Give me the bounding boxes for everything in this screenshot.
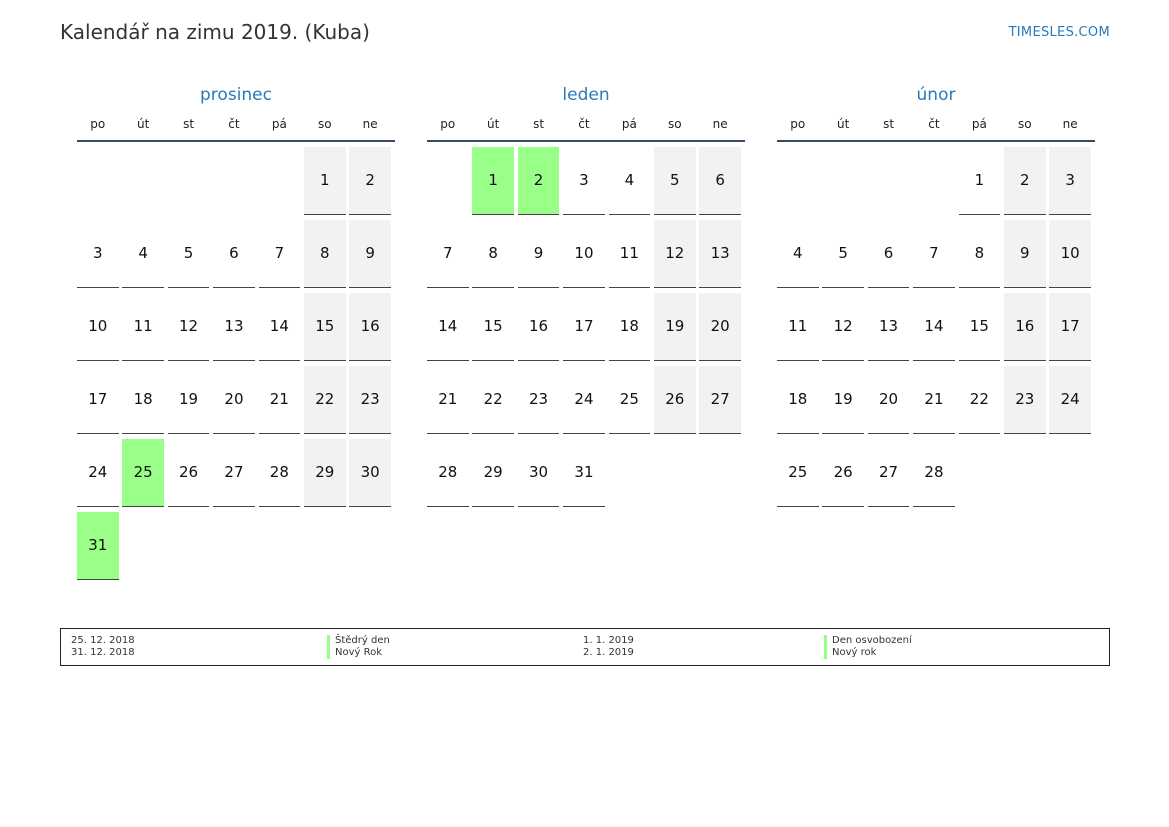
day-cell: 17 xyxy=(77,366,119,434)
day-cell: 19 xyxy=(822,366,864,434)
day-cell: 2 xyxy=(349,147,391,215)
holiday-day-cell: 2 xyxy=(518,147,560,215)
day-cell: 20 xyxy=(868,366,910,434)
day-cell: 20 xyxy=(699,293,741,361)
weekday-header xyxy=(427,108,745,142)
day-cell: 3 xyxy=(1049,147,1091,215)
day-cell: 3 xyxy=(563,147,605,215)
empty-cell xyxy=(822,147,864,215)
day-cell: 22 xyxy=(472,366,514,434)
weekday-label: út xyxy=(487,117,500,131)
day-cell: 30 xyxy=(518,439,560,507)
weekday-label: st xyxy=(533,117,545,131)
page-title: Kalendář na zimu 2019. (Kuba) xyxy=(60,20,370,44)
day-cell: 5 xyxy=(168,220,210,288)
day-cell: 11 xyxy=(122,293,164,361)
day-cell: 13 xyxy=(699,220,741,288)
empty-cell xyxy=(913,147,955,215)
day-cell: 6 xyxy=(699,147,741,215)
day-cell: 16 xyxy=(349,293,391,361)
legend-date: 31. 12. 2018 xyxy=(71,647,135,658)
weekday-label: st xyxy=(883,117,895,131)
day-cell: 15 xyxy=(304,293,346,361)
day-cell: 24 xyxy=(1049,366,1091,434)
day-cell: 26 xyxy=(654,366,696,434)
legend-holiday-name: Nový rok xyxy=(824,647,876,659)
day-cell: 18 xyxy=(777,366,819,434)
day-grid xyxy=(77,147,395,580)
legend-date: 1. 1. 2019 xyxy=(583,635,634,646)
day-cell: 13 xyxy=(868,293,910,361)
day-cell: 7 xyxy=(259,220,301,288)
weekday-label: čt xyxy=(578,117,590,131)
weekday-header xyxy=(77,108,395,142)
empty-cell xyxy=(259,147,301,215)
day-cell: 25 xyxy=(609,366,651,434)
day-cell: 1 xyxy=(304,147,346,215)
weekday-label: so xyxy=(667,117,682,131)
day-cell: 24 xyxy=(563,366,605,434)
day-cell: 23 xyxy=(518,366,560,434)
weekday-label: po xyxy=(790,117,806,131)
holiday-day-cell: 25 xyxy=(122,439,164,507)
day-cell: 9 xyxy=(518,220,560,288)
day-cell: 21 xyxy=(913,366,955,434)
day-cell: 29 xyxy=(472,439,514,507)
empty-cell xyxy=(168,147,210,215)
day-cell: 1 xyxy=(959,147,1001,215)
month-name: prosinec xyxy=(200,85,272,105)
weekday-label: út xyxy=(837,117,850,131)
day-cell: 11 xyxy=(609,220,651,288)
day-cell: 27 xyxy=(868,439,910,507)
weekday-label: ne xyxy=(362,117,378,131)
day-cell: 10 xyxy=(1049,220,1091,288)
day-cell: 19 xyxy=(168,366,210,434)
weekday-header xyxy=(777,108,1095,142)
empty-cell xyxy=(427,147,469,215)
day-cell: 26 xyxy=(822,439,864,507)
day-cell: 12 xyxy=(654,220,696,288)
day-cell: 17 xyxy=(1049,293,1091,361)
weekday-label: út xyxy=(137,117,150,131)
day-cell: 5 xyxy=(822,220,864,288)
day-cell: 4 xyxy=(122,220,164,288)
day-cell: 18 xyxy=(609,293,651,361)
weekday-label: čt xyxy=(928,117,940,131)
day-cell: 14 xyxy=(427,293,469,361)
day-cell: 5 xyxy=(654,147,696,215)
day-cell: 24 xyxy=(77,439,119,507)
day-cell: 4 xyxy=(777,220,819,288)
day-cell: 17 xyxy=(563,293,605,361)
holiday-day-cell: 31 xyxy=(77,512,119,580)
month-name: leden xyxy=(562,85,610,105)
weekday-label: pá xyxy=(971,117,987,131)
day-cell: 13 xyxy=(213,293,255,361)
day-cell: 7 xyxy=(427,220,469,288)
day-grid xyxy=(427,147,745,507)
month-name: únor xyxy=(916,85,956,105)
holiday-day-cell: 1 xyxy=(472,147,514,215)
day-cell: 29 xyxy=(304,439,346,507)
legend-holiday-name: Nový Rok xyxy=(327,647,382,659)
weekday-label: po xyxy=(90,117,106,131)
weekday-label: pá xyxy=(271,117,287,131)
day-cell: 16 xyxy=(1004,293,1046,361)
day-cell: 15 xyxy=(472,293,514,361)
day-cell: 27 xyxy=(213,439,255,507)
day-cell: 15 xyxy=(959,293,1001,361)
legend-holiday-name: Den osvobození xyxy=(824,635,912,647)
day-cell: 14 xyxy=(259,293,301,361)
legend-date: 25. 12. 2018 xyxy=(71,635,135,646)
day-cell: 9 xyxy=(1004,220,1046,288)
day-cell: 8 xyxy=(959,220,1001,288)
day-cell: 28 xyxy=(913,439,955,507)
day-cell: 6 xyxy=(213,220,255,288)
day-cell: 23 xyxy=(349,366,391,434)
day-cell: 3 xyxy=(77,220,119,288)
day-cell: 8 xyxy=(472,220,514,288)
empty-cell xyxy=(77,147,119,215)
weekday-label: st xyxy=(183,117,195,131)
holiday-legend xyxy=(60,628,1110,666)
day-cell: 26 xyxy=(168,439,210,507)
day-cell: 9 xyxy=(349,220,391,288)
empty-cell xyxy=(122,147,164,215)
day-cell: 7 xyxy=(913,220,955,288)
day-cell: 10 xyxy=(563,220,605,288)
day-cell: 27 xyxy=(699,366,741,434)
month-calendar xyxy=(77,82,395,580)
day-cell: 23 xyxy=(1004,366,1046,434)
day-cell: 10 xyxy=(77,293,119,361)
empty-cell xyxy=(777,147,819,215)
day-cell: 19 xyxy=(654,293,696,361)
legend-holiday-name: Štědrý den xyxy=(327,635,390,647)
weekday-label: so xyxy=(1017,117,1032,131)
weekday-label: ne xyxy=(1062,117,1078,131)
day-cell: 21 xyxy=(259,366,301,434)
weekday-label: čt xyxy=(228,117,240,131)
weekday-label: so xyxy=(317,117,332,131)
day-cell: 31 xyxy=(563,439,605,507)
day-cell: 25 xyxy=(777,439,819,507)
weekday-label: po xyxy=(440,117,456,131)
legend-date: 2. 1. 2019 xyxy=(583,647,634,658)
day-cell: 11 xyxy=(777,293,819,361)
day-cell: 28 xyxy=(427,439,469,507)
day-cell: 8 xyxy=(304,220,346,288)
empty-cell xyxy=(213,147,255,215)
day-cell: 6 xyxy=(868,220,910,288)
day-cell: 22 xyxy=(959,366,1001,434)
day-cell: 12 xyxy=(822,293,864,361)
month-calendar xyxy=(427,82,745,507)
day-cell: 16 xyxy=(518,293,560,361)
day-cell: 20 xyxy=(213,366,255,434)
month-calendar xyxy=(777,82,1095,507)
day-cell: 22 xyxy=(304,366,346,434)
day-cell: 18 xyxy=(122,366,164,434)
day-grid xyxy=(777,147,1095,507)
day-cell: 4 xyxy=(609,147,651,215)
day-cell: 12 xyxy=(168,293,210,361)
site-link[interactable]: TIMESLES.COM xyxy=(1008,25,1110,40)
day-cell: 21 xyxy=(427,366,469,434)
weekday-label: pá xyxy=(621,117,637,131)
empty-cell xyxy=(868,147,910,215)
weekday-label: ne xyxy=(712,117,728,131)
day-cell: 2 xyxy=(1004,147,1046,215)
day-cell: 14 xyxy=(913,293,955,361)
day-cell: 28 xyxy=(259,439,301,507)
day-cell: 30 xyxy=(349,439,391,507)
